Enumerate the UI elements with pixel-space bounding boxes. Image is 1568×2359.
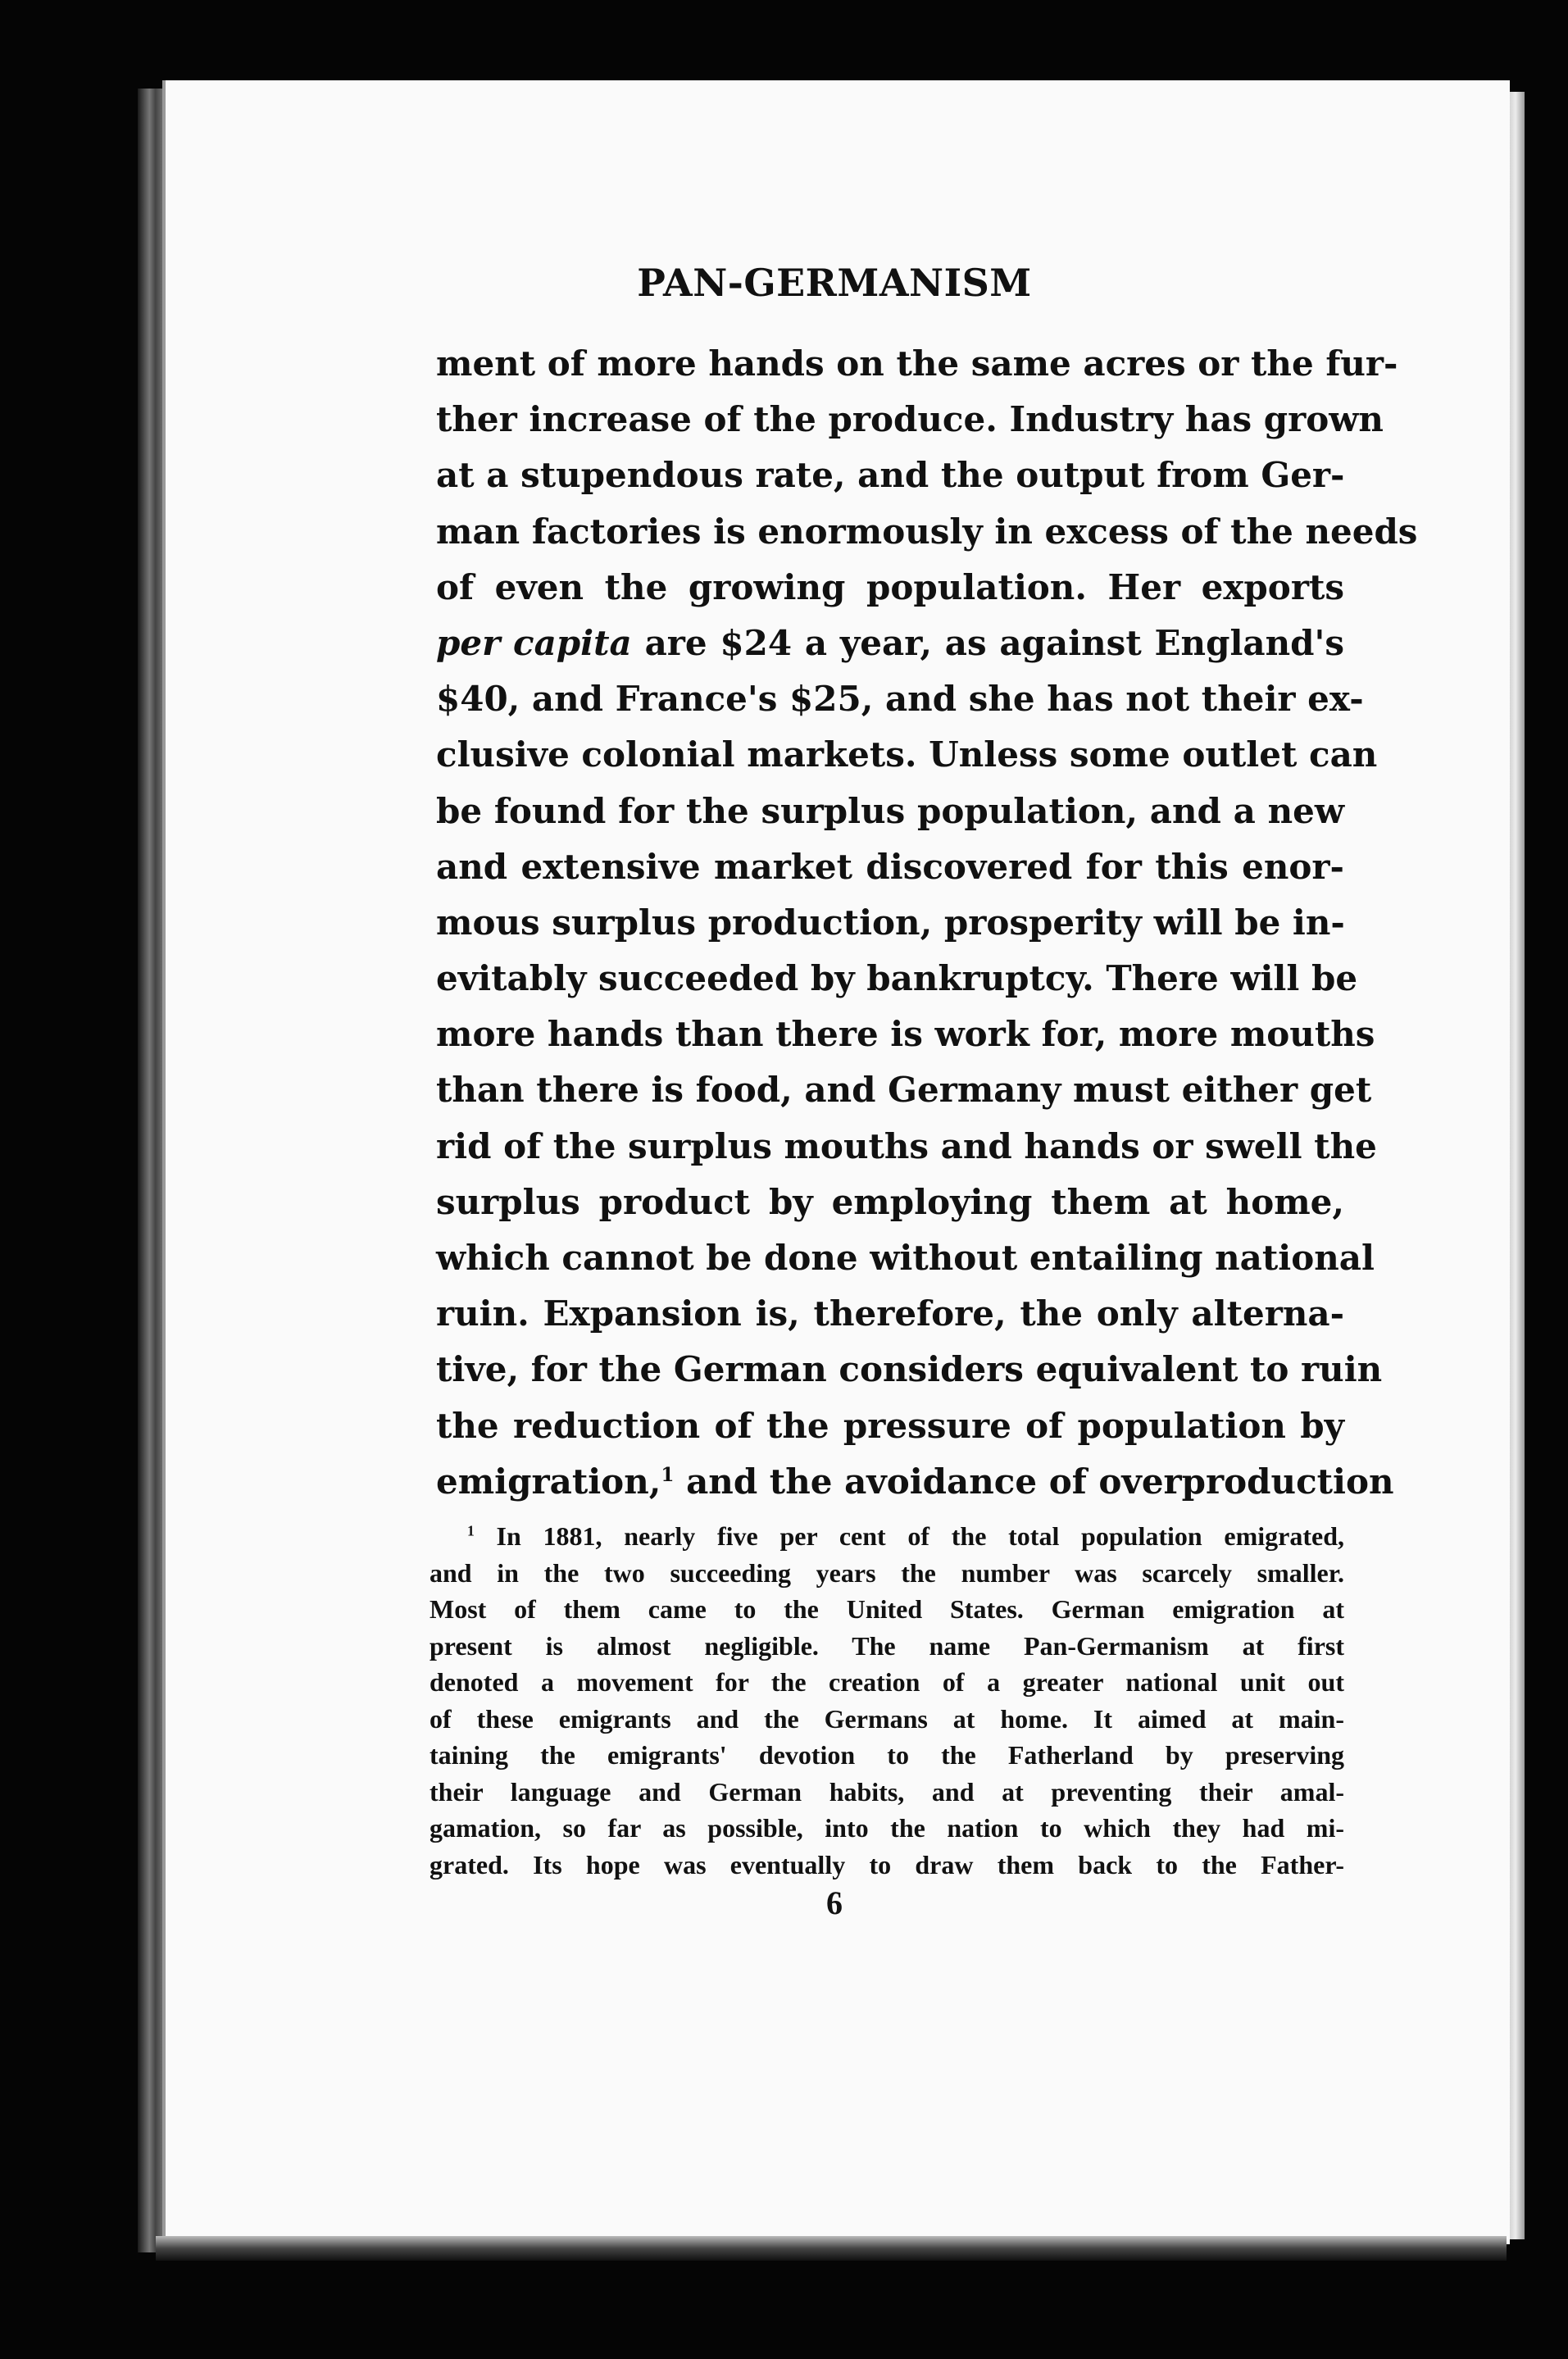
body-line: $40, and France's $25, and she has not their ex-	[436, 679, 1364, 720]
body-line: more hands than there is work for, more mouths	[436, 1014, 1375, 1055]
running-head: PAN-GERMANISM	[637, 261, 1032, 305]
body-line: of even the growing population. Her exports	[436, 566, 1344, 607]
footnote-line: and in the two succeeding years the number was scarcely smaller.	[429, 1557, 1344, 1588]
footnote-line: Most of them came to the United States. German emigration at	[429, 1594, 1344, 1624]
body-line-with-footnote-ref	[436, 1454, 1394, 1510]
body-line: ther increase of the produce. Industry has grown	[436, 399, 1384, 440]
footnote-marker: 1	[467, 1522, 475, 1539]
body-line-end: and the avoidance of overproduction	[686, 1461, 1394, 1502]
footnote-line-text: In 1881, nearly five per cent of the total population emigrated,	[496, 1521, 1345, 1551]
body-line: and extensive market discovered for this enor-	[436, 846, 1344, 887]
footnote-line: of these emigrants and the Germans at home. It aimed at main-	[429, 1703, 1344, 1734]
body-line: man factories is enormously in excess of the needs	[436, 511, 1418, 552]
footnote	[429, 1518, 1344, 1883]
footnote-reference: 1	[661, 1463, 675, 1486]
body-line: rid of the surplus mouths and hands or swell the	[436, 1125, 1377, 1166]
body-line: ruin. Expansion is, therefore, the only alterna-	[436, 1293, 1344, 1334]
body-line-start: emigration,	[436, 1461, 661, 1502]
body-line: tive, for the German considers equivalent to ruin	[436, 1349, 1383, 1390]
body-line: which cannot be done without entailing national	[436, 1238, 1375, 1278]
footnote-line	[429, 1518, 1344, 1555]
body-line: surplus product by employing them at home,	[436, 1181, 1344, 1222]
body-line-rest: are $24 a year, as against England's	[644, 622, 1345, 663]
body-line: at a stupendous rate, and the output from Ger-	[436, 455, 1345, 496]
footnote-line: present is almost negligible. The name Pan-Germanism at first	[429, 1630, 1344, 1661]
footnote-line: gamation, so far as possible, into the nation to which they had mi-	[429, 1813, 1344, 1843]
page-bottom-edge	[156, 2236, 1507, 2261]
body-line: evitably succeeded by bankruptcy. There will be	[436, 958, 1358, 999]
body-line: be found for the surplus population, and a new	[436, 790, 1344, 831]
page-number: 6	[826, 1884, 843, 1921]
body-line: ment of more hands on the same acres or the fur-	[436, 343, 1398, 384]
body-line: the reduction of the pressure of population by	[436, 1405, 1344, 1446]
body-text	[436, 336, 1418, 1510]
italic-phrase: per capita	[436, 622, 632, 663]
body-line: than there is food, and Germany must either get	[436, 1070, 1372, 1111]
footnote-line: their language and German habits, and at preventing their amal-	[429, 1776, 1344, 1807]
body-line: mous surplus production, prosperity will be in-	[436, 902, 1345, 943]
footnote-line: grated. Its hope was eventually to draw them back to the Father-	[429, 1849, 1344, 1879]
body-line-with-italic	[436, 616, 1344, 671]
body-line: clusive colonial markets. Unless some outlet can	[436, 734, 1378, 775]
footnote-line: taining the emigrants' devotion to the Fatherland by preserving	[429, 1740, 1344, 1770]
footnote-line: denoted a movement for the creation of a greater national unit out	[429, 1667, 1344, 1697]
